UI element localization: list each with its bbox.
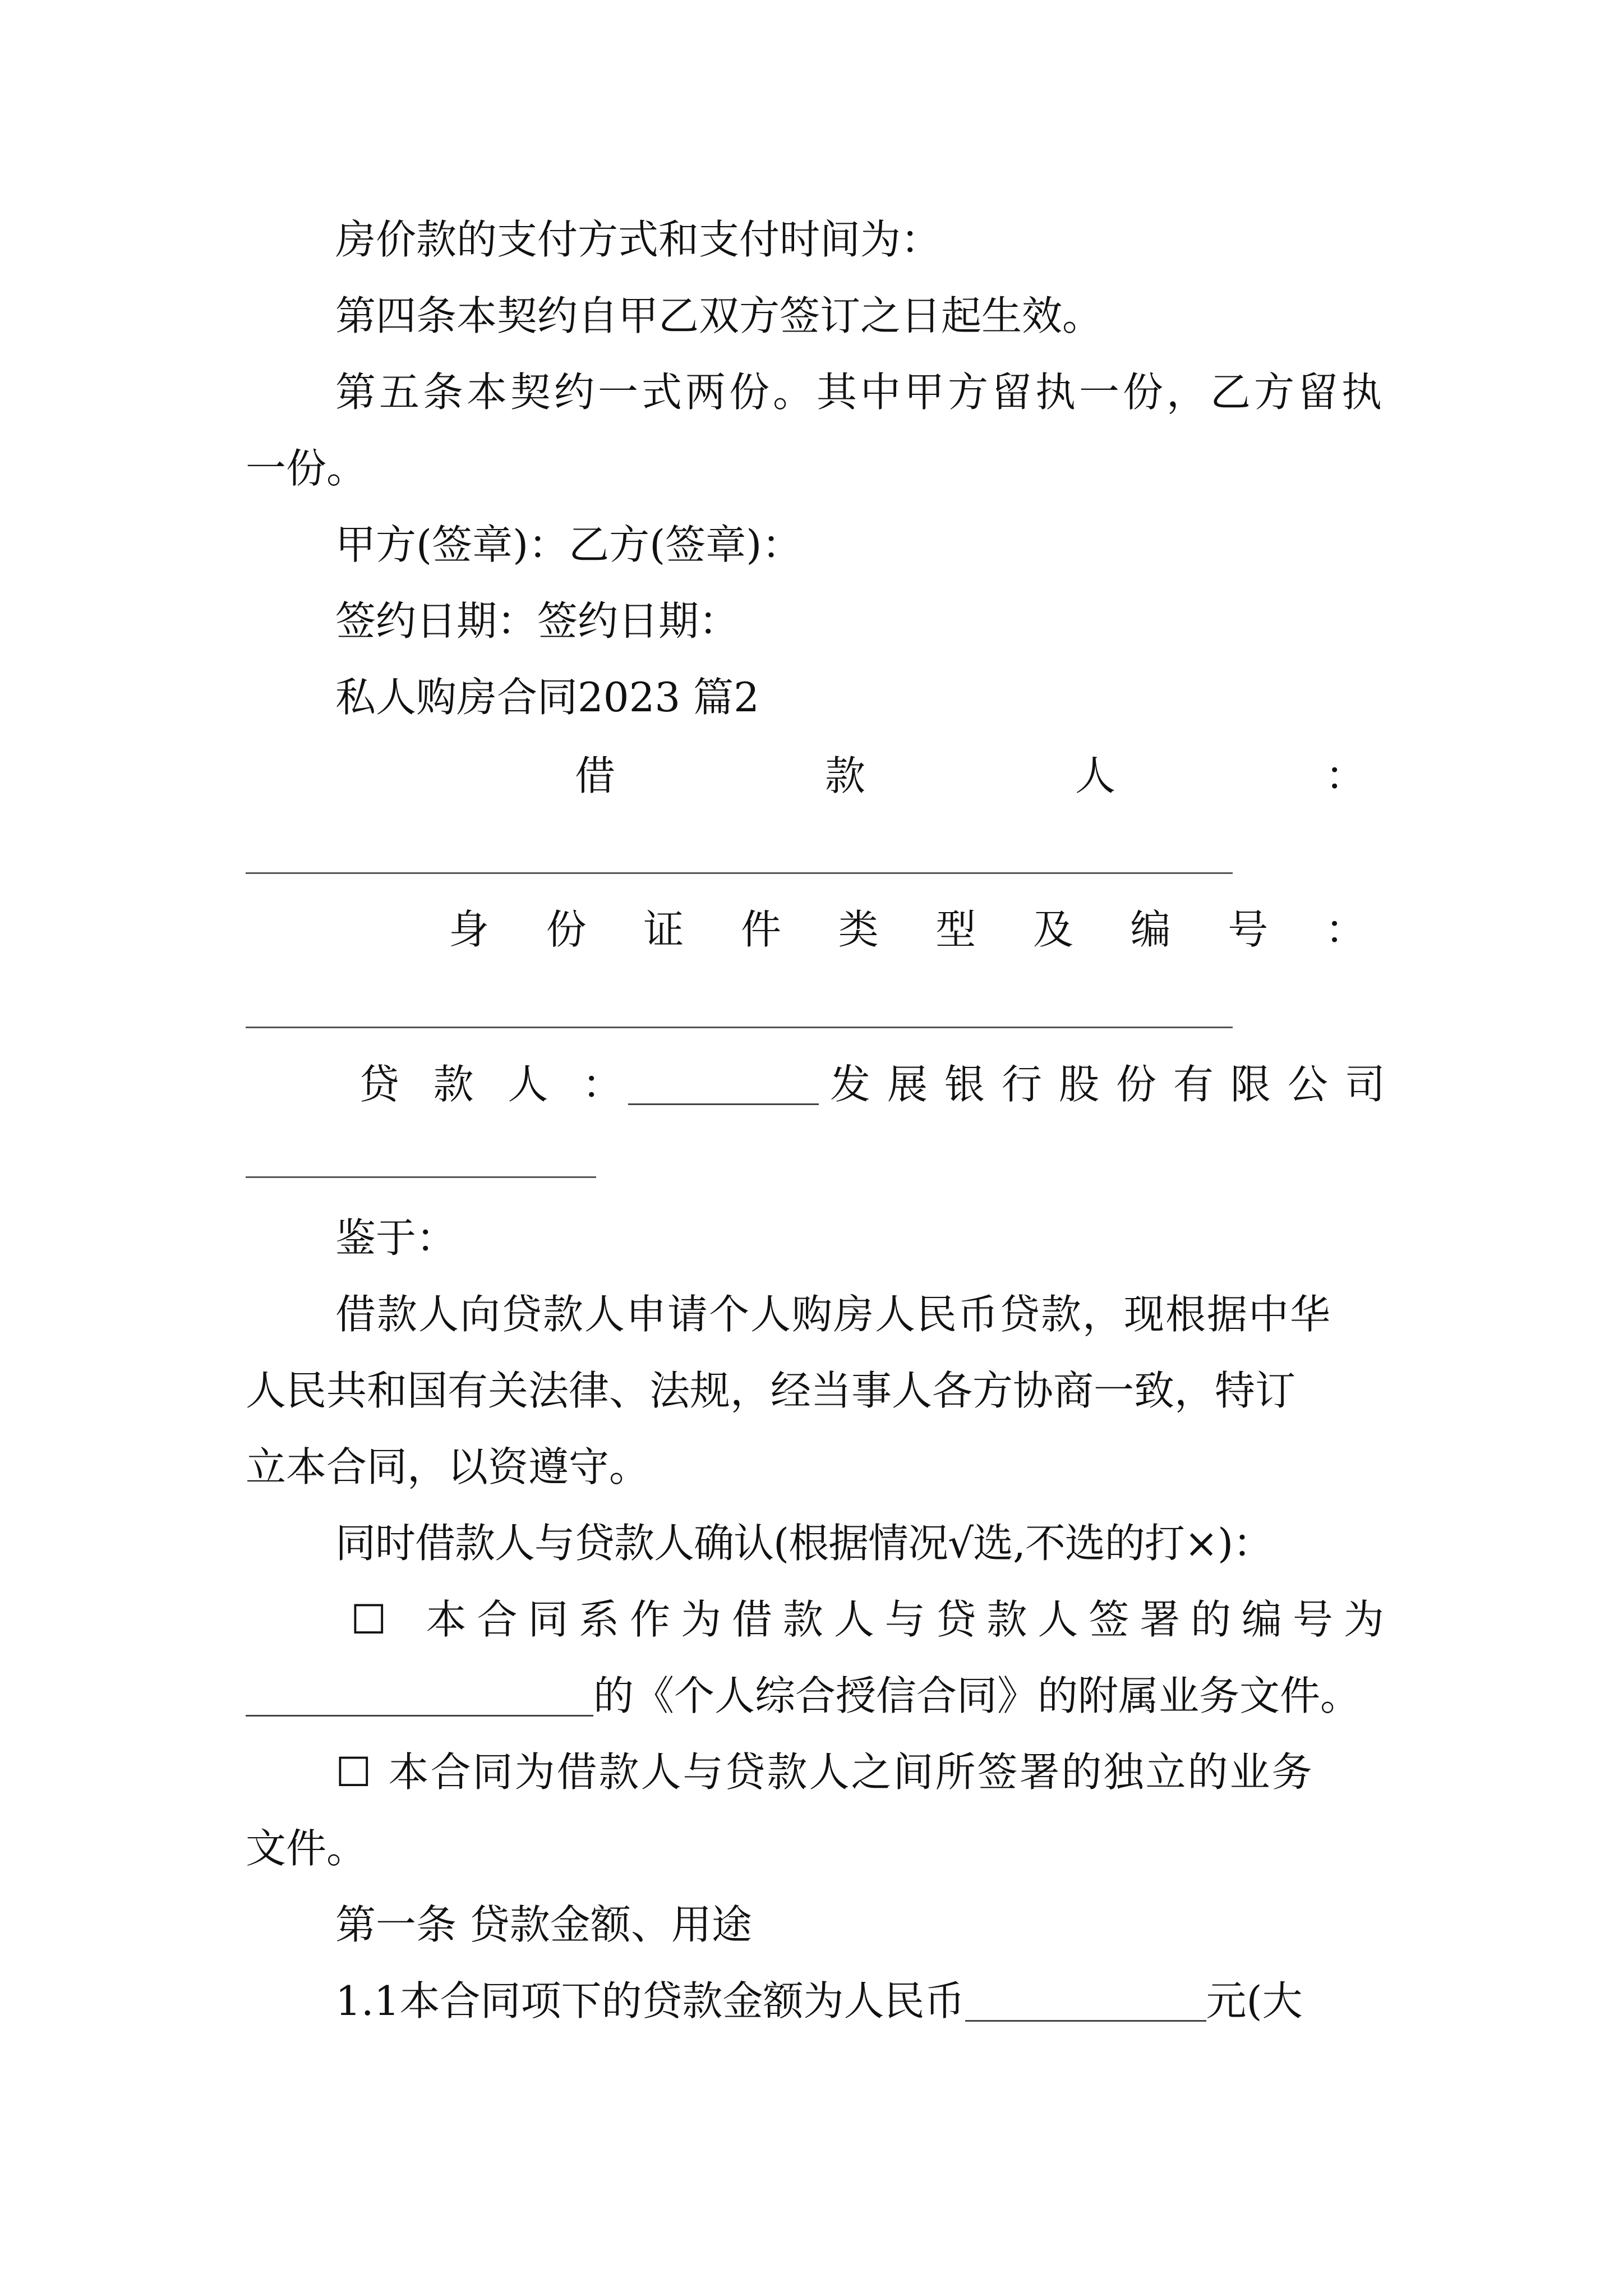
loan-amount-blank (965, 1981, 1206, 2022)
option-1-char: 人 (1038, 1596, 1078, 1643)
option-1-line-2-text: 的《个人综合授信合同》的附属业务文件。 (593, 1672, 1361, 1719)
option-1-checkbox[interactable]: ☐ (351, 1596, 387, 1643)
option-1-char: 系 (579, 1596, 620, 1643)
payment-method-line: 房价款的支付方式和支付时间为： (335, 216, 942, 263)
clause-1-1-text-after: 元(大 (1206, 1977, 1303, 2024)
option-1-char: 借 (731, 1596, 772, 1643)
option-1-char: 为 (681, 1596, 722, 1643)
option-1-char: 款 (782, 1596, 823, 1643)
option-1-char: 签 (1089, 1596, 1129, 1643)
id-label-char: 件 (740, 906, 781, 953)
bank-char: 股 (1058, 1061, 1099, 1108)
bank-char: 份 (1115, 1061, 1156, 1108)
option-1-line-2 (246, 1671, 1361, 1721)
id-label-char: 证 (643, 906, 684, 953)
bank-char: 行 (1001, 1061, 1042, 1108)
option-1-char: 合 (477, 1596, 518, 1643)
option-1-char: 号 (1292, 1596, 1333, 1643)
option-1-char: 作 (630, 1596, 671, 1643)
para-1-line-3: 立本合同，以资遵守。 (246, 1443, 650, 1490)
clause-1-1-text-before: 1.1本合同项下的贷款金额为人民币 (335, 1977, 965, 2024)
id-label-char: 类 (838, 906, 879, 953)
article-5-line-1 (335, 367, 1384, 417)
lender-char: 款 (433, 1061, 474, 1108)
article-5-text: 第五条本契约一式两份。其中甲方留执一份，乙方留执 (335, 369, 1386, 416)
lender-bank-name (830, 1059, 1385, 1110)
option-1-line-1 (351, 1594, 1384, 1645)
borrower-char: 款 (824, 752, 865, 799)
para-1-line-1: 借款人向贷款人申请个人购房人民币贷款，现根据中华 (335, 1291, 1332, 1338)
option-1-char: 署 (1140, 1596, 1181, 1643)
bank-char: 展 (887, 1061, 928, 1108)
option-2-line-1 (335, 1747, 1384, 1797)
borrower-char: 人 (1075, 752, 1115, 799)
bank-char: 司 (1344, 1061, 1385, 1108)
id-label-char: 份 (546, 906, 587, 953)
clause-1-1 (335, 1976, 1303, 2026)
borrower-fill-line (246, 872, 1233, 874)
bank-char: 公 (1287, 1061, 1328, 1108)
borrower-label (575, 751, 1366, 801)
id-label-char: 及 (1032, 906, 1073, 953)
bank-char: 有 (1173, 1061, 1214, 1108)
option-2-text: 本合同为借款人与贷款人之间所签署的独立的业务 (388, 1749, 1314, 1796)
id-fill-line (246, 1027, 1233, 1028)
article-5-line-2: 一份。 (246, 445, 367, 492)
lender-char: 贷 (359, 1061, 400, 1108)
option-1-char: 为 (1343, 1596, 1384, 1643)
option-2-line-2: 文件。 (246, 1825, 367, 1872)
whereas-label: 鉴于： (335, 1214, 457, 1262)
id-label-char: 号 (1228, 906, 1269, 953)
lender-fill-line (246, 1176, 596, 1178)
para-1-line-2: 人民共和国有关法律、法规，经当事人各方协商一致，特订 (246, 1367, 1296, 1414)
option-1-char: 同 (528, 1596, 569, 1643)
lender-branch-blank (628, 1064, 819, 1105)
option-2-checkbox[interactable]: ☐ (335, 1749, 372, 1796)
confirm-line: 同时借款人与贷款人确认(根据情况√选,不选的打×)： (335, 1520, 1273, 1567)
lender-label (359, 1059, 623, 1110)
sign-date-line: 签约日期：签约日期： (335, 597, 740, 645)
option-1-char: 人 (833, 1596, 874, 1643)
bank-char: 限 (1230, 1061, 1271, 1108)
article-4: 第四条本契约自甲乙双方签订之日起生效。 (335, 292, 1103, 339)
option-1-char: 款 (986, 1596, 1027, 1643)
id-label-char: 身 (449, 906, 490, 953)
id-label-char: ： (1325, 906, 1366, 953)
signature-line: 甲方(签章)：乙方(签章)： (335, 521, 803, 568)
option-1-char: 与 (884, 1596, 925, 1643)
option-1-char: 贷 (935, 1596, 976, 1643)
option-1-char: 编 (1242, 1596, 1283, 1643)
id-label-char: 编 (1130, 906, 1171, 953)
option-1-text (426, 1594, 1384, 1645)
id-label-char: 型 (935, 906, 976, 953)
lender-char: 人 (508, 1061, 548, 1108)
lender-line (359, 1059, 1385, 1110)
option-1-char: 本 (426, 1596, 467, 1643)
article-1-title: 第一条 贷款金额、用途 (335, 1901, 752, 1948)
option-1-contract-number-blank (246, 1676, 593, 1717)
borrower-char: ： (1325, 752, 1366, 799)
lender-char: ： (582, 1061, 623, 1108)
option-1-char: 的 (1191, 1596, 1232, 1643)
section-2-title: 私人购房合同2023 篇2 (335, 674, 759, 721)
id-type-label (449, 904, 1366, 955)
bank-char: 银 (944, 1061, 985, 1108)
bank-char: 发 (830, 1061, 871, 1108)
borrower-char: 借 (575, 752, 616, 799)
